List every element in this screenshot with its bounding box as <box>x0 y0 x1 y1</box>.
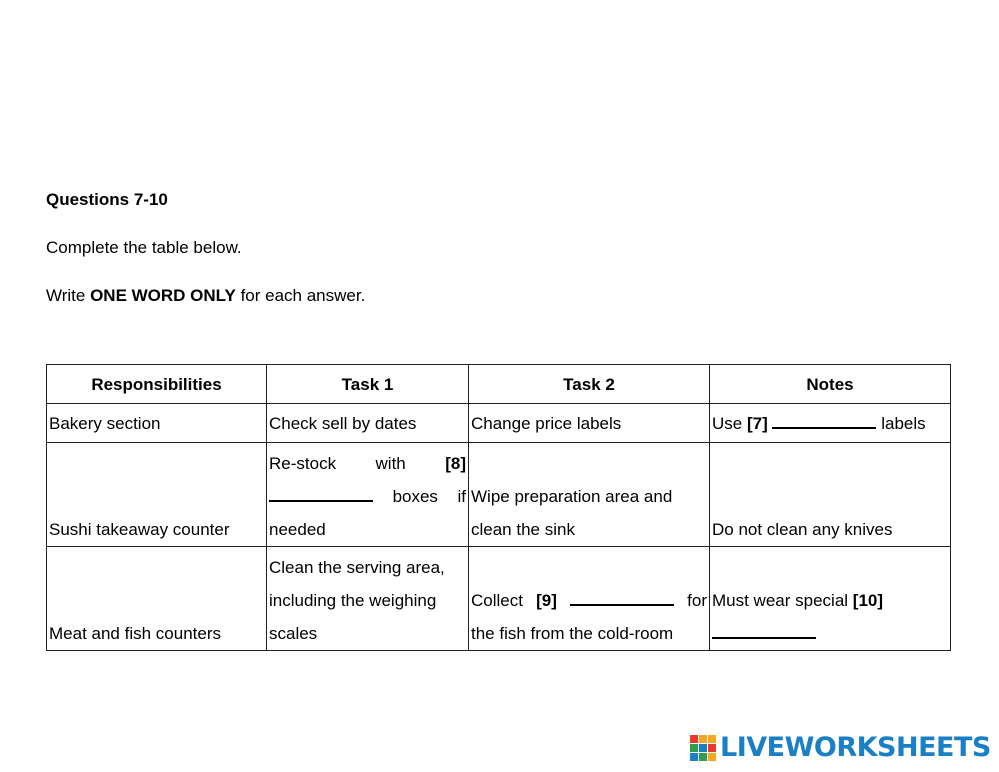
question-number-10: [10] <box>852 591 884 610</box>
header-task1: Task 1 <box>267 365 469 404</box>
instruction-pre: Write <box>46 286 91 305</box>
question-number-7: [7] <box>746 413 768 433</box>
question-number-8: [8] <box>445 454 466 473</box>
questions-heading: Questions 7-10 <box>46 190 168 209</box>
cell-task1 <box>267 443 469 547</box>
answer-blank-10[interactable] <box>712 623 816 639</box>
table-header-row <box>47 365 951 404</box>
header-responsibilities: Responsibilities <box>47 365 267 404</box>
task1-pre: Re-stock with <box>269 454 446 473</box>
cell-task1: Check sell by dates <box>267 404 469 443</box>
cell-notes <box>710 404 951 443</box>
header-notes: Notes <box>710 365 951 404</box>
table-row <box>47 547 951 651</box>
notes-post: labels <box>876 413 926 433</box>
liveworksheets-logo <box>690 732 991 763</box>
answer-blank-7[interactable] <box>772 413 876 429</box>
notes-pre: Use <box>712 413 747 433</box>
cell-task2 <box>469 547 710 651</box>
logo-mark-icon <box>690 735 716 761</box>
instruction-word-limit <box>46 286 365 306</box>
cell-resp: Meat and fish counters <box>47 547 267 651</box>
instruction-post: for each answer. <box>235 286 366 305</box>
table-row <box>47 404 951 443</box>
header-task2: Task 2 <box>469 365 710 404</box>
cell-resp: Sushi takeaway counter <box>47 443 267 547</box>
logo-text: LIVEWORKSHEETS <box>720 732 991 763</box>
task2-pre: Collect <box>471 591 537 610</box>
answer-blank-8[interactable] <box>269 486 373 502</box>
instruction-bold: ONE WORD ONLY <box>90 286 236 305</box>
task1-post: boxes if needed <box>269 487 466 539</box>
answer-blank-9[interactable] <box>570 590 674 606</box>
cell-task2: Change price labels <box>469 404 710 443</box>
question-number-9: [9] <box>536 591 557 610</box>
notes-pre: Must wear special <box>712 591 853 610</box>
cell-task1: Clean the serving area, including the weighing scales <box>267 547 469 651</box>
table-row <box>47 443 951 547</box>
cell-notes: Do not clean any knives <box>710 443 951 547</box>
cell-task2: Wipe preparation area and clean the sink <box>469 443 710 547</box>
cell-notes <box>710 547 951 651</box>
instruction-complete: Complete the table below. <box>46 238 242 257</box>
responsibilities-table <box>46 364 951 651</box>
task2-post: for the fish from the cold-room <box>471 591 708 643</box>
cell-resp: Bakery section <box>47 404 267 443</box>
